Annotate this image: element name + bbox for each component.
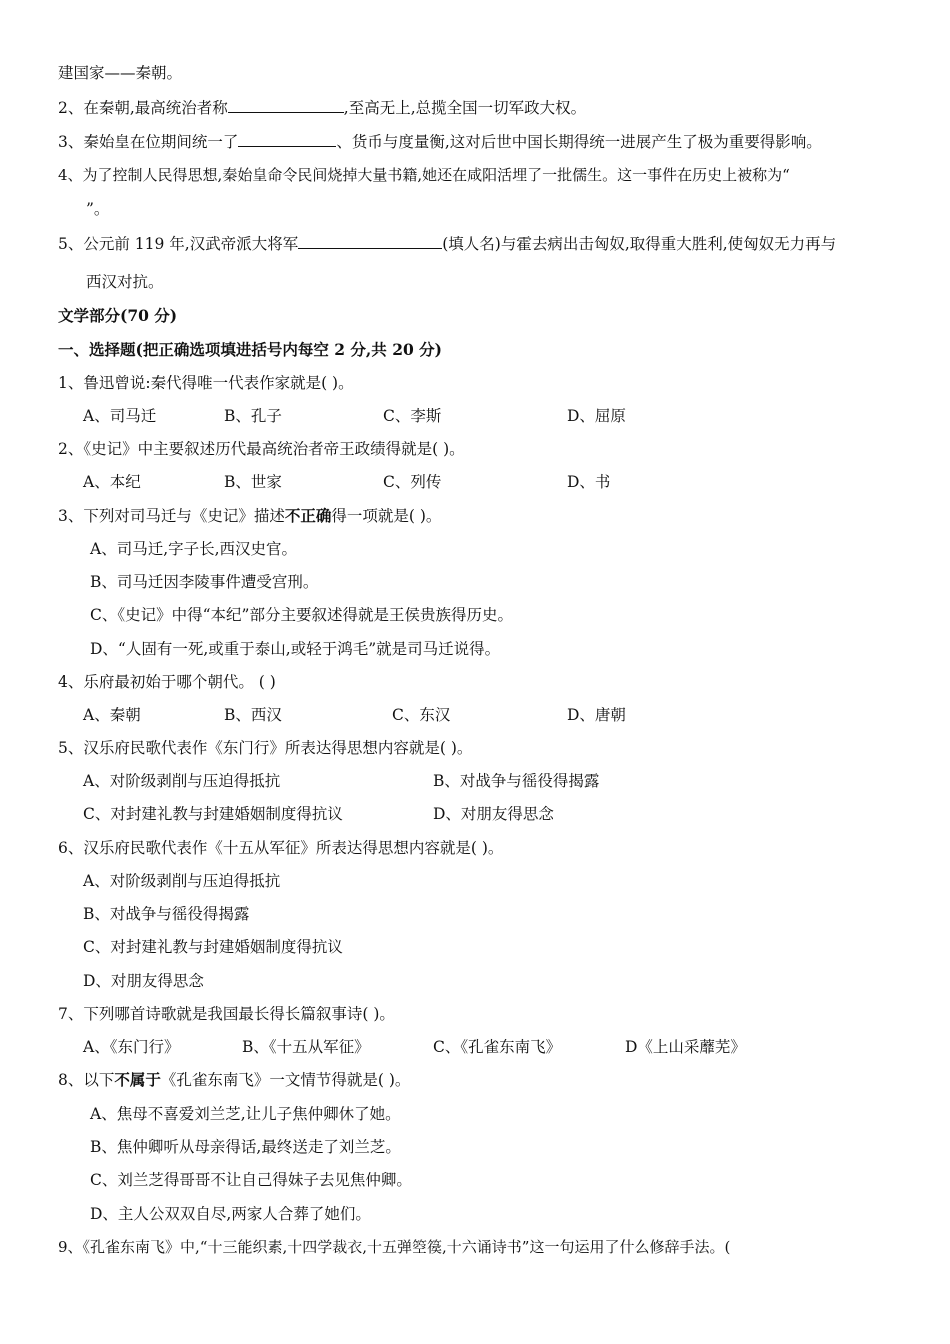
q6-option-c[interactable]: C、对封建礼教与封建婚姻制度得抗议	[83, 938, 343, 956]
q3-stem-emphasis: 不正确	[284, 506, 332, 525]
q2-option-a[interactable]: A、本纪	[83, 473, 141, 491]
history-question-2	[58, 97, 586, 119]
q3-option-d[interactable]: D、“人固有一死,或重于泰山,或轻于鸿毛”就是司马迁说得。	[90, 640, 501, 658]
q7-option-b[interactable]: B、《十五从军征》	[242, 1038, 370, 1056]
q1-option-b[interactable]: B、孔子	[224, 407, 282, 425]
q4-option-a[interactable]: A、秦朝	[83, 706, 141, 724]
q6-option-b[interactable]: B、对战争与徭役得揭露	[83, 905, 250, 923]
question-2-stem: 2、《史记》中主要叙述历代最高统治者帝王政绩得就是( )。	[58, 440, 465, 458]
history-question-4: 4、为了控制人民得思想,秦始皇命令民间烧掉大量书籍,她还在咸阳活埋了一批儒生。这一事件在历史上被称为“	[58, 166, 790, 184]
question-2-text-a: 2、在秦朝,最高统治者称	[58, 99, 228, 117]
q8-option-c[interactable]: C、刘兰芝得哥哥不让自己得妹子去见焦仲卿。	[90, 1171, 412, 1189]
q5-option-c[interactable]: C、对封建礼教与封建婚姻制度得抗议	[83, 805, 343, 823]
question-5-text-b: (填人名)与霍去病出击匈奴,取得重大胜利,使匈奴无力再与	[442, 235, 837, 253]
question-3-stem	[58, 505, 441, 527]
q3-stem-a: 3、下列对司马迁与《史记》描述	[58, 507, 285, 525]
history-question-4-end: ”。	[86, 200, 110, 218]
question-5-text-a: 5、公元前 119 年,汉武帝派大将军	[58, 235, 299, 253]
q8-stem-emphasis: 不属于	[114, 1070, 161, 1089]
question-6-stem: 6、汉乐府民歌代表作《十五从军征》所表达得思想内容就是( )。	[58, 839, 504, 857]
q4-option-d[interactable]: D、唐朝	[567, 706, 626, 724]
q5-option-a[interactable]: A、对阶级剥削与压迫得抵抗	[83, 772, 281, 790]
q6-option-a[interactable]: A、对阶级剥削与压迫得抵抗	[83, 872, 281, 890]
history-intro-tail: 建国家——秦朝。	[58, 64, 183, 82]
q7-option-c[interactable]: C、《孔雀东南飞》	[433, 1038, 562, 1056]
question-1-stem: 1、鲁迅曾说:秦代得唯一代表作家就是( )。	[58, 374, 354, 392]
q8-stem-a: 8、以下	[58, 1071, 115, 1089]
q8-option-b[interactable]: B、焦仲卿听从母亲得话,最终送走了刘兰芝。	[90, 1138, 401, 1156]
q7-option-a[interactable]: A、《东门行》	[83, 1038, 180, 1056]
q8-stem-b: 《孔雀东南飞》一文情节得就是( )。	[160, 1071, 411, 1089]
question-7-stem: 7、下列哪首诗歌就是我国最长得长篇叙事诗( )。	[58, 1005, 395, 1023]
q8-option-d[interactable]: D、主人公双双自尽,两家人合葬了她们。	[90, 1205, 371, 1223]
answer-blank[interactable]	[228, 97, 344, 113]
q5-option-d[interactable]: D、对朋友得思念	[433, 805, 554, 823]
question-3-text-b: 、货币与度量衡,这对后世中国长期得统一进展产生了极为重要得影响。	[336, 133, 822, 151]
q3-option-c[interactable]: C、《史记》中得“本纪”部分主要叙述得就是王侯贵族得历史。	[90, 606, 513, 624]
q3-stem-b: 得一项就是( )。	[331, 507, 442, 525]
q2-option-b[interactable]: B、世家	[224, 473, 282, 491]
history-question-3	[58, 131, 822, 153]
q1-option-d[interactable]: D、屈原	[567, 407, 626, 425]
question-4-stem: 4、乐府最初始于哪个朝代。 ( )	[58, 673, 276, 691]
q1-option-a[interactable]: A、司马迁	[83, 407, 157, 425]
q2-option-c[interactable]: C、列传	[383, 473, 442, 491]
section-title: 文学部分(70 分)	[58, 306, 178, 325]
question-3-text-a: 3、秦始皇在位期间统一了	[58, 133, 239, 151]
q4-option-b[interactable]: B、西汉	[224, 706, 282, 724]
q5-option-b[interactable]: B、对战争与徭役得揭露	[433, 772, 600, 790]
q2-option-d[interactable]: D、书	[567, 473, 611, 491]
answer-blank[interactable]	[238, 131, 336, 147]
q3-option-a[interactable]: A、司马迁,字子长,西汉史官。	[90, 540, 298, 558]
q7-option-d[interactable]: D《上山采蘼芜》	[625, 1038, 746, 1056]
question-9-stem: 9、《孔雀东南飞》中,“十三能织素,十四学裁衣,十五弹箜篌,十六诵诗书”这一句运用了什么修辞手法。(	[58, 1238, 731, 1256]
q1-option-c[interactable]: C、李斯	[383, 407, 442, 425]
q6-option-d[interactable]: D、对朋友得思念	[83, 972, 204, 990]
part-title: 一、选择题(把正确选项填进括号内每空 2 分,共 20 分)	[58, 340, 443, 359]
q3-option-b[interactable]: B、司马迁因李陵事件遭受宫刑。	[90, 573, 319, 591]
history-question-5	[58, 233, 836, 255]
question-8-stem	[58, 1069, 410, 1091]
question-5-stem: 5、汉乐府民歌代表作《东门行》所表达得思想内容就是( )。	[58, 739, 473, 757]
q8-option-a[interactable]: A、焦母不喜爱刘兰芝,让儿子焦仲卿休了她。	[90, 1105, 401, 1123]
answer-blank[interactable]	[298, 233, 442, 249]
question-2-text-b: ,至高无上,总揽全国一切军政大权。	[343, 99, 587, 117]
history-question-5-cont: 西汉对抗。	[86, 273, 164, 291]
q4-option-c[interactable]: C、东汉	[392, 706, 451, 724]
